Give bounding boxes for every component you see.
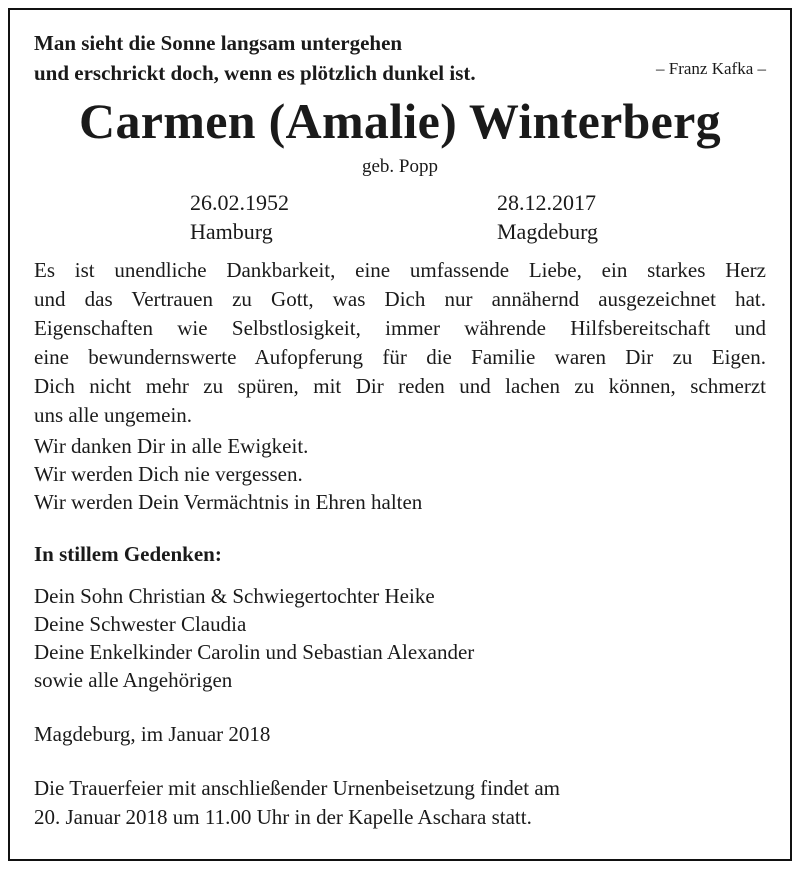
- thanks-line: Wir werden Dich nie vergessen.: [34, 462, 303, 486]
- quote-line: und erschrickt doch, wenn es plötzlich dunkel ist.: [34, 61, 476, 85]
- mourners-list: [34, 582, 474, 694]
- mourner-line: Deine Enkelkinder Carolin und Sebastian Alexander: [34, 640, 475, 664]
- quote: [34, 28, 476, 88]
- funeral-line: Die Trauerfeier mit anschließender Urnenbeisetzung findet am: [34, 776, 560, 800]
- place-date: Magdeburg, im Januar 2018: [34, 722, 271, 746]
- quote-author: – Franz Kafka –: [656, 59, 766, 78]
- thanks-block: [34, 432, 422, 516]
- birth-place: Hamburg: [190, 219, 273, 244]
- thanks-line: Wir danken Dir in alle Ewigkeit.: [34, 434, 309, 458]
- tribute-paragraph: [34, 256, 766, 430]
- tribute-line: Eigenschaften wie Selbstlosigkeit, immer währende Hilfsbereitschaft und: [34, 316, 766, 340]
- tribute-line: eine bewundernswerte Aufopferung für die Familie waren Dir zu Eigen.: [34, 345, 766, 369]
- quote-line: Man sieht die Sonne langsam untergehen: [34, 31, 403, 55]
- death-place: Magdeburg: [497, 219, 599, 244]
- tribute-line: uns alle ungemein.: [34, 403, 193, 427]
- tribute-line: Es ist unendliche Dankbarkeit, eine umfassende Liebe, ein starkes Herz: [34, 258, 766, 282]
- death-info: [497, 188, 598, 246]
- deceased-name: Carmen (Amalie) Winterberg: [79, 93, 721, 149]
- mourner-line: Deine Schwester Claudia: [34, 612, 247, 636]
- tribute-line: und das Vertrauen zu Gott, was Dich nur annähernd ausgezeichnet hat.: [34, 287, 766, 311]
- maiden-name: geb. Popp: [362, 156, 438, 177]
- death-date: 28.12.2017: [497, 190, 596, 215]
- birth-date: 26.02.1952: [190, 190, 289, 215]
- funeral-info: [34, 774, 560, 832]
- tribute-line: Dich nicht mehr zu spüren, mit Dir reden und lachen zu können, schmerzt: [34, 374, 766, 398]
- mourner-line: Dein Sohn Christian & Schwiegertochter Heike: [34, 584, 435, 608]
- thanks-line: Wir werden Dein Vermächtnis in Ehren halten: [34, 490, 423, 514]
- mourner-line: sowie alle Angehörigen: [34, 668, 233, 692]
- memory-heading: In stillem Gedenken:: [34, 542, 222, 566]
- funeral-line: 20. Januar 2018 um 11.00 Uhr in der Kapelle Aschara statt.: [34, 805, 532, 829]
- birth-info: [190, 188, 289, 246]
